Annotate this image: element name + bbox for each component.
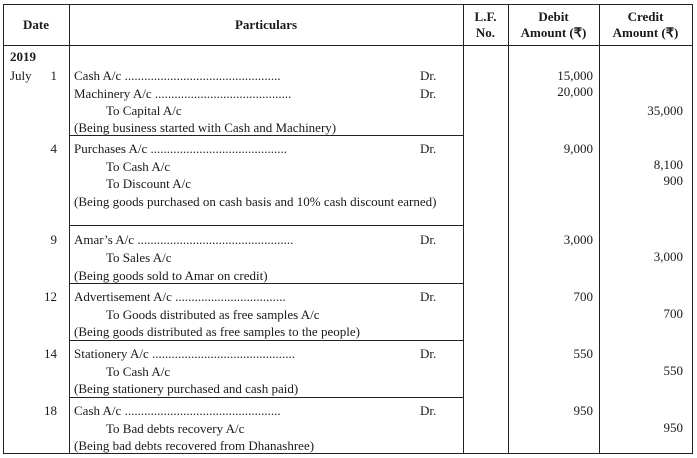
account-name: Purchases A/c (74, 141, 148, 156)
narration: (Being business started with Cash and Machinery) (74, 120, 337, 135)
column-divider-debit (599, 4, 600, 454)
header-lf-line1: L.F. (474, 9, 497, 24)
account-name: Amar’s A/c (74, 232, 135, 247)
header-credit-line2: Amount (₹) (612, 25, 679, 40)
ledger-line: Machinery A/c .......................................... Dr. (74, 86, 437, 101)
ledger-line (74, 250, 494, 265)
ledger-line (74, 421, 494, 436)
header-date: Date (23, 17, 49, 32)
account-name: Cash A/c (74, 403, 122, 418)
header-debit-line1: Debit (538, 9, 569, 24)
header-lf (463, 9, 508, 41)
month-label: July (10, 68, 32, 83)
column-divider-date (69, 4, 70, 454)
debit-amount: 700 (573, 289, 593, 304)
header-divider (3, 45, 693, 46)
entry-separator (69, 225, 463, 226)
header-lf-line2: No. (475, 25, 496, 40)
dr-label: Dr. (420, 86, 437, 101)
debit-amount: 20,000 (557, 84, 593, 99)
ledger-line: Cash A/c ................................................ Dr. (74, 403, 437, 418)
credit-amount: 700 (663, 306, 683, 321)
account-name: To Cash A/c (106, 159, 171, 174)
header-debit-line2: Amount (₹) (520, 25, 587, 40)
ledger-line (74, 364, 494, 379)
debit-amount: 550 (573, 346, 593, 361)
entry-date: 9 (50, 232, 57, 247)
narration: (Being goods purchased on cash basis and 10% cash discount earned) (74, 194, 437, 209)
debit-amount: 9,000 (563, 141, 593, 156)
narration: (Being goods distributed as free samples to the people) (74, 324, 360, 339)
dr-label: Dr. (420, 346, 437, 361)
debit-amount: 3,000 (563, 232, 593, 247)
year-label: 2019 (10, 49, 36, 64)
ledger-line: Purchases A/c .......................................... Dr. (74, 141, 437, 156)
account-name: To Discount A/c (106, 176, 192, 191)
column-divider-particulars (463, 4, 464, 454)
entry-date: 18 (44, 403, 57, 418)
credit-amount: 950 (663, 420, 683, 435)
credit-amount: 550 (663, 363, 683, 378)
account-name: Stationery A/c (74, 346, 149, 361)
credit-amount: 900 (663, 173, 683, 188)
table-border-top (3, 4, 693, 5)
narration: (Being goods sold to Amar on credit) (74, 268, 268, 283)
dr-label: Dr. (420, 403, 437, 418)
table-border-bottom (3, 453, 693, 454)
dr-label: Dr. (420, 68, 437, 83)
header-credit-line1: Credit (627, 9, 664, 24)
dr-label: Dr. (420, 232, 437, 247)
entry-separator (69, 135, 463, 136)
account-name: To Cash A/c (106, 364, 171, 379)
dr-label: Dr. (420, 289, 437, 304)
credit-amount: 8,100 (653, 157, 683, 172)
header-debit (508, 9, 599, 41)
account-name: Advertisement A/c (74, 289, 172, 304)
table-border-right (692, 4, 693, 454)
ledger-line (74, 103, 494, 118)
account-name: Machinery A/c (74, 86, 152, 101)
ledger-line: Advertisement A/c .................................. Dr. (74, 289, 437, 304)
debit-amount: 15,000 (557, 68, 593, 83)
entry-separator (69, 397, 463, 398)
narration: (Being stationery purchased and cash paid) (74, 381, 299, 396)
account-name: To Sales A/c (106, 250, 172, 265)
debit-amount: 950 (573, 403, 593, 418)
account-name: To Bad debts recovery A/c (106, 421, 245, 436)
ledger-line: Amar’s A/c ................................................ Dr. (74, 232, 437, 247)
account-name: To Goods distributed as free samples A/c (106, 307, 320, 322)
account-name: To Capital A/c (106, 103, 182, 118)
entry-date: 14 (44, 346, 57, 361)
ledger-line: Cash A/c ................................................ Dr. (74, 68, 437, 83)
entry-date: 12 (44, 289, 57, 304)
entry-date: 4 (50, 141, 57, 156)
ledger-line (74, 176, 494, 191)
journal-table (3, 4, 693, 454)
credit-amount: 3,000 (653, 249, 683, 264)
ledger-line: Stationery A/c ............................................ Dr. (74, 346, 437, 361)
entry-separator (69, 340, 463, 341)
dr-label: Dr. (420, 141, 437, 156)
narration: (Being bad debts recovered from Dhanashree) (74, 438, 315, 453)
entry-date: 1 (50, 68, 57, 83)
header-credit (599, 9, 692, 41)
credit-amount: 35,000 (647, 103, 683, 118)
entry-separator (69, 283, 463, 284)
table-border-left (3, 4, 4, 454)
ledger-line (74, 159, 494, 174)
header-particulars: Particulars (234, 17, 298, 32)
ledger-line (74, 307, 494, 322)
account-name: Cash A/c (74, 68, 122, 83)
